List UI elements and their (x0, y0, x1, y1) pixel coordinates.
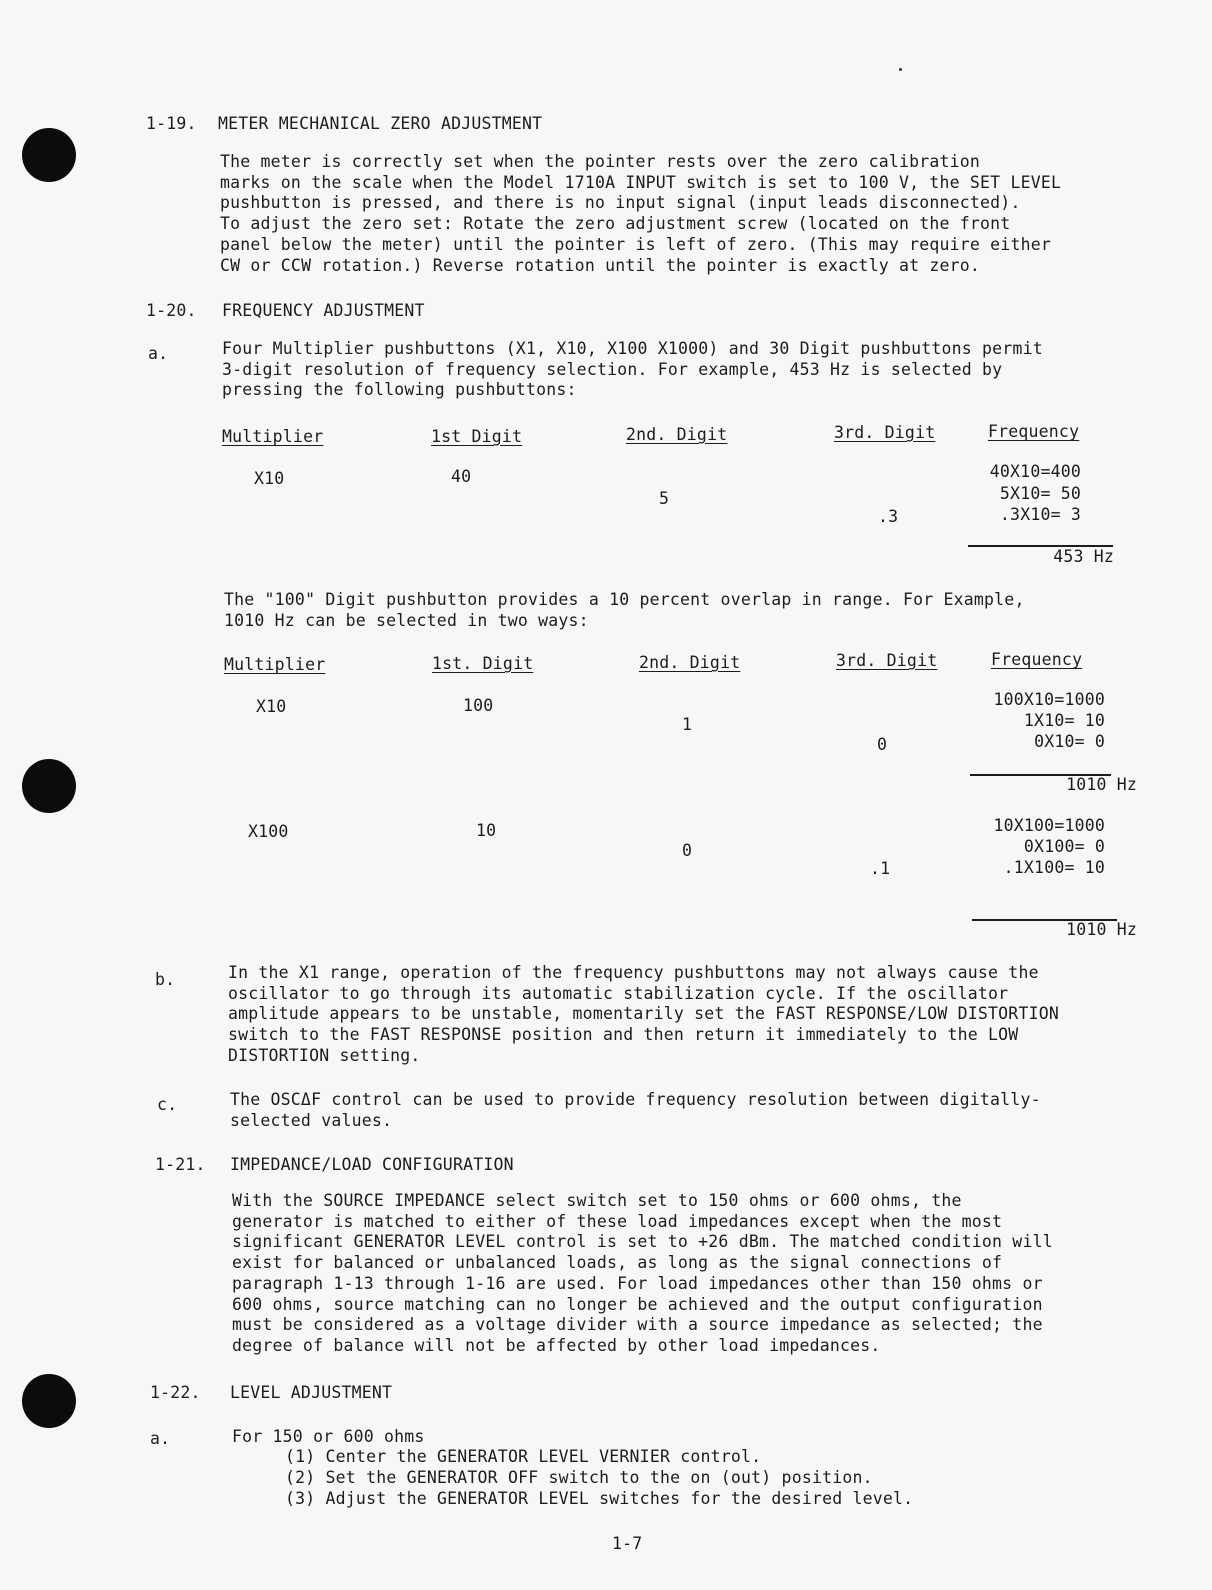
table-cell-3rd-digit: .3 (878, 507, 899, 526)
level-step: (3) Adjust the GENERATOR LEVEL switches for the desired level. (285, 1489, 914, 1508)
binder-hole-middle (22, 759, 76, 813)
section-title-level-adjustment: LEVEL ADJUSTMENT (230, 1383, 393, 1402)
table-cell-1st-digit: 100 (463, 696, 494, 715)
section-number-1-21: 1-21. (155, 1155, 206, 1174)
section-title-meter-zero: METER MECHANICAL ZERO ADJUSTMENT (218, 114, 543, 133)
table-cell-2nd-digit: 1 (682, 715, 693, 734)
table-cell-1st-digit: 40 (451, 467, 472, 486)
item-label-a: a. (148, 344, 169, 363)
column-header-multiplier: Multiplier (224, 655, 326, 674)
frequency-paragraph-c: The OSCΔF control can be used to provide frequency resolution between digitally- selected values. (230, 1090, 1041, 1130)
scan-speck (899, 68, 902, 71)
table-cell-multiplier: X100 (248, 822, 289, 841)
section-number-1-19: 1-19. (146, 114, 197, 133)
frequency-paragraph-a: Four Multiplier pushbuttons (X1, X10, X100 X1000) and 30 Digit pushbuttons permit 3-digit resolution of frequency selection. For example, 453 Hz is selected by pressing the following pushbuttons: (222, 339, 1043, 400)
item-label-c: c. (157, 1095, 178, 1114)
item-label-b: b. (155, 970, 176, 989)
table-cell-3rd-digit: .1 (870, 859, 891, 878)
binder-hole-bottom (22, 1374, 76, 1428)
level-paragraph-a: For 150 or 600 ohms (232, 1427, 425, 1446)
impedance-paragraph: With the SOURCE IMPEDANCE select switch set to 150 ohms or 600 ohms, the generator is matched to either of these load impedances except when the most significant GENERATOR LEVEL control is set to +26 dBm. The matched condition will exist for balanced or unbalanced loads, as long as the signal connections of paragraph 1-13 through 1-16 are used. For load impedances other than 150 ohms or 600 ohms, source matching can no longer be achieved and the output configuration must be considered as a voltage divider with a source impedance as selected; the degree of balance will not be affected by other load impedances. (232, 1191, 1053, 1355)
table-cell-1st-digit: 10 (476, 821, 497, 840)
frequency-total: 1010 Hz (1066, 775, 1137, 794)
column-header-3rd-digit: 3rd. Digit (834, 423, 936, 442)
frequency-total: 453 Hz (1053, 547, 1114, 566)
frequency-calc-line: 0X10= 0 (1034, 732, 1105, 751)
section-number-1-22: 1-22. (150, 1383, 201, 1402)
page-number: 1-7 (612, 1534, 643, 1553)
column-header-2nd-digit: 2nd. Digit (626, 425, 728, 444)
section-number-1-20: 1-20. (146, 301, 197, 320)
column-header-3rd-digit: 3rd. Digit (836, 651, 938, 670)
binder-hole-top (22, 128, 76, 182)
column-header-1st-digit: 1st Digit (431, 427, 523, 446)
section-title-impedance-load: IMPEDANCE/LOAD CONFIGURATION (230, 1155, 514, 1174)
column-header-frequency: Frequency (988, 422, 1080, 441)
column-header-frequency: Frequency (991, 650, 1083, 669)
column-header-multiplier: Multiplier (222, 427, 324, 446)
table-cell-multiplier: X10 (256, 697, 287, 716)
item-label-a: a. (150, 1429, 171, 1448)
frequency-calc-line: 10X100=1000 (993, 816, 1105, 835)
overlap-paragraph: The "100" Digit pushbutton provides a 10 percent overlap in range. For Example, 1010 Hz can be selected in two ways: (224, 590, 1025, 630)
frequency-calc-line: 5X10= 50 (999, 484, 1081, 503)
table-cell-3rd-digit: 0 (877, 735, 888, 754)
frequency-calc-line: 100X10=1000 (993, 690, 1105, 709)
level-step: (2) Set the GENERATOR OFF switch to the on (out) position. (285, 1468, 873, 1487)
frequency-paragraph-b: In the X1 range, operation of the frequency pushbuttons may not always cause the oscillator to go through its automatic stabilization cycle. If the oscillator amplitude appears to be unstable, momentarily set the FAST RESPONSE/LOW DISTORTION switch to the FAST RESPONSE position and then return it immediately to the LOW DISTORTION setting. (228, 963, 1059, 1065)
table-cell-multiplier: X10 (254, 469, 285, 488)
column-header-1st-digit: 1st. Digit (432, 654, 534, 673)
section-title-frequency-adjustment: FREQUENCY ADJUSTMENT (222, 301, 425, 320)
frequency-calc-line: 40X10=400 (989, 462, 1081, 481)
level-step: (1) Center the GENERATOR LEVEL VERNIER control. (285, 1447, 762, 1466)
frequency-calc-line: 0X100= 0 (1023, 837, 1105, 856)
meter-zero-paragraph: The meter is correctly set when the pointer rests over the zero calibration marks on the scale when the Model 1710A INPUT switch is set to 100 V, the SET LEVEL pushbutton is pressed, and there is no input signal (input leads disconnected). To adjust the zero set: Rotate the zero adjustment screw (located on the front panel below the meter) until the pointer is left of zero. (This may require either CW or CCW rotation.) Reverse rotation until the pointer is exactly at zero. (220, 152, 1062, 275)
table-cell-2nd-digit: 0 (682, 841, 693, 860)
frequency-calc-line: 1X10= 10 (1023, 711, 1105, 730)
frequency-total: 1010 Hz (1066, 920, 1137, 939)
column-header-2nd-digit: 2nd. Digit (639, 653, 741, 672)
table-cell-2nd-digit: 5 (659, 489, 670, 508)
frequency-calc-line: .3X10= 3 (999, 505, 1081, 524)
frequency-calc-line: .1X100= 10 (1003, 858, 1105, 877)
